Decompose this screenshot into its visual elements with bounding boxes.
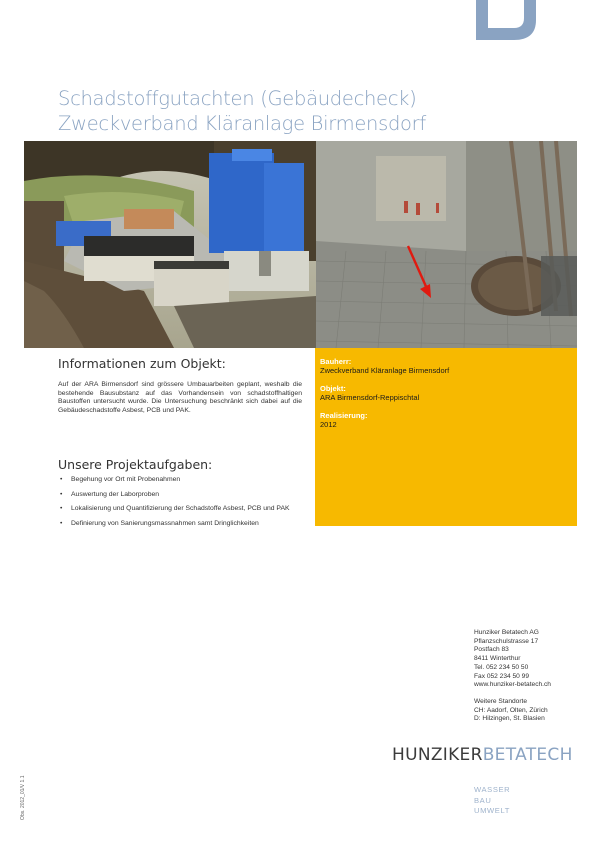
company-address (474, 629, 584, 724)
company-tagline (474, 785, 510, 817)
objekt-label: Objekt: (320, 384, 346, 393)
info-heading: Informationen zum Objekt: (58, 356, 226, 371)
city: 8411 Winterthur (474, 655, 521, 663)
realisierung-value: 2012 (320, 420, 337, 429)
list-item: • Begehung vor Ort mit Probenahmen (60, 476, 181, 483)
sample-location-photo (316, 141, 577, 348)
phone: Tel. 052 234 50 50 (474, 663, 529, 671)
other-locations-d: D: Hilzingen, St. Blasien (474, 715, 545, 723)
objekt-value: ARA Birmensdorf-Reppischtal (320, 393, 420, 402)
task-text: Auswertung der Laborproben (71, 490, 160, 498)
page-title (58, 86, 538, 136)
list-item: • Auswertung der Laborproben (60, 490, 160, 498)
tagline-1: WASSER (474, 785, 511, 794)
info-paragraph: Auf der ARA Birmensdorf sind grössere Umbauarbeiten geplant, weshalb die bestehende Bausubstanz auf das Vorhandensein von schadstoffhaltigen Baustoffen untersucht wurde. Die Untersuchung beschränkt sich dabei auf die Gebäudeschadstoffe Asbest, PCB und PAK. (58, 381, 302, 414)
task-text: Definierung von Sanierungsmassnahmen samt Dringlichkeiten (71, 519, 259, 527)
tasks-list (58, 476, 304, 534)
bauherr-label: Bauherr: (320, 357, 352, 366)
task-text: Begehung vor Ort mit Probenahmen (71, 476, 181, 483)
tasks-heading: Unsere Projektaufgaben: (58, 457, 213, 472)
fax: Fax 052 234 50 99 (474, 672, 529, 680)
realisierung-label: Realisierung: (320, 411, 368, 420)
title-line-1: Schadstoffgutachten (Gebäudecheck) (58, 87, 417, 110)
corner-logo-mark (474, 0, 538, 42)
plant-building-photo (24, 141, 316, 348)
list-item: • Definierung von Sanierungsmassnahmen samt Dringlichkeiten (60, 519, 259, 527)
tagline-2: BAU (474, 795, 492, 805)
website-link[interactable]: www.hunziker-betatech.ch (474, 681, 551, 689)
document-reference: Obs. 2012_01/V 1.1 (20, 775, 26, 820)
tagline-3: UMWELT (474, 806, 510, 815)
logo-part-2: BETATECH (482, 745, 573, 765)
other-locations-label: Weitere Standorte (474, 697, 528, 705)
project-info-box (315, 348, 577, 526)
postbox: Postfach 83 (474, 646, 509, 654)
company-name: Hunziker Betatech AG (474, 629, 539, 636)
list-item: • Lokalisierung und Quantifizierung der Schadstoffe Asbest, PCB und PAK (60, 505, 290, 513)
other-locations-ch: CH: Aadorf, Olten, Zürich (474, 706, 548, 714)
logo-part-1: HUNZIKER (392, 745, 483, 765)
street: Pflanzschulstrasse 17 (474, 637, 539, 645)
title-line-2: Zweckverband Kläranlage Birmensdorf (58, 112, 426, 135)
bauherr-value: Zweckverband Kläranlage Birmensdorf (320, 366, 450, 375)
company-logo (392, 745, 582, 769)
task-text: Lokalisierung und Quantifizierung der Schadstoffe Asbest, PCB und PAK (71, 505, 290, 513)
